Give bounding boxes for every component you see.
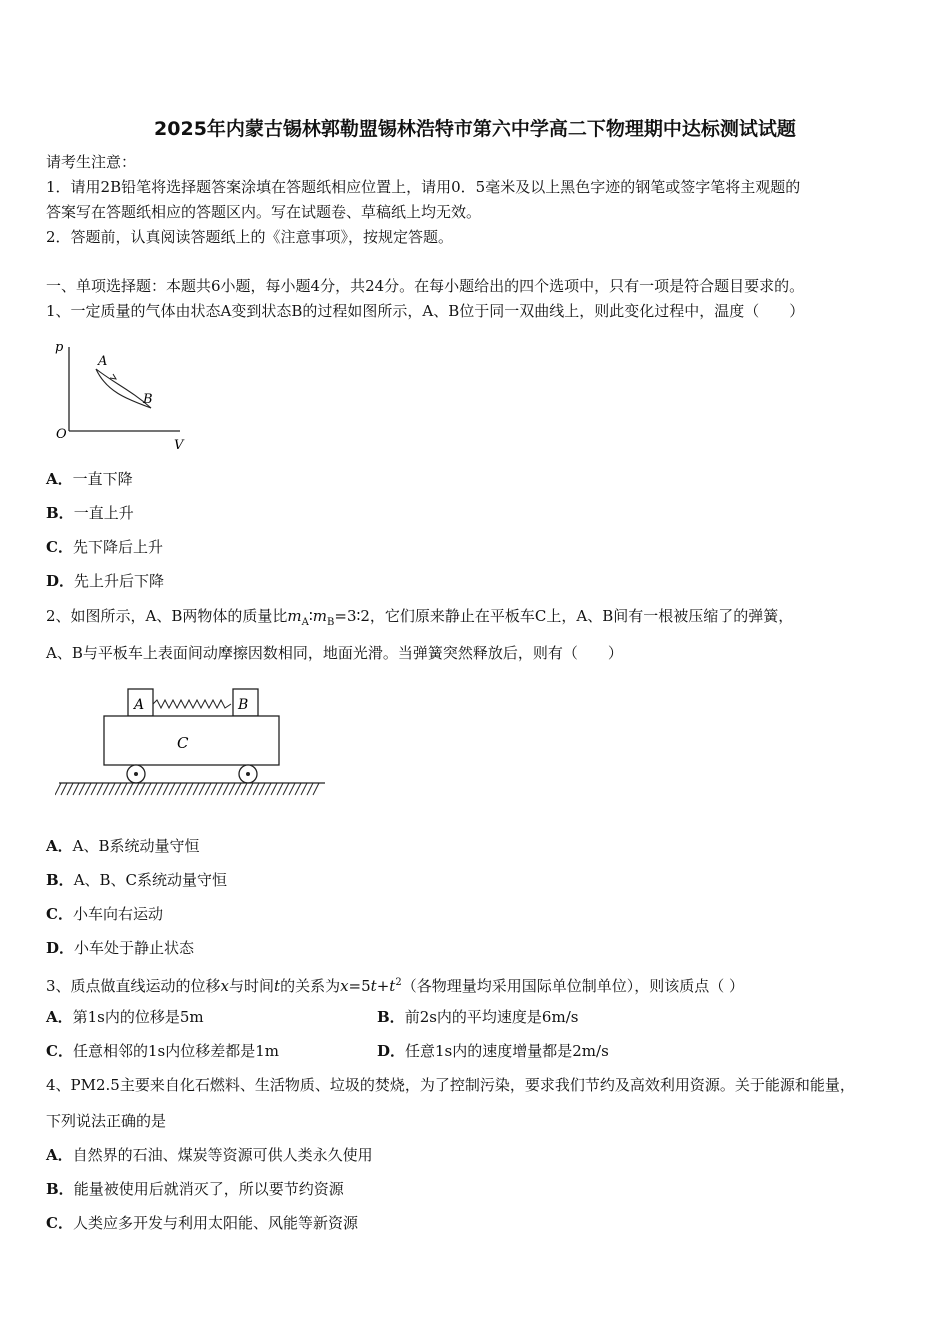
block-a-label: A [134, 697, 145, 713]
origin-label: O [56, 427, 67, 442]
section-heading: 一、单项选择题：本题共6小题，每小题4分，共24分。在每小题给出的四个选项中，只有一项是符合题目要求的。 [46, 277, 805, 295]
hatch-mark [235, 783, 241, 795]
hatch-mark [145, 783, 151, 795]
hatch-mark [91, 783, 97, 795]
hatch-mark [163, 783, 169, 795]
q1-option-d[interactable]: D．先上升后下降 [46, 572, 165, 590]
cart-spring-figure [55, 683, 330, 803]
hatch-mark [85, 783, 91, 795]
q2-option-a[interactable]: A．A、B系统动量守恒 [46, 837, 200, 855]
hatch-mark [205, 783, 211, 795]
spring [153, 700, 231, 708]
q2-option-b[interactable]: B．A、B、C系统动量守恒 [46, 871, 228, 889]
q1-option-c[interactable]: C．先下降后上升 [46, 538, 163, 556]
wheel-right-axle [246, 772, 250, 776]
hatch-mark [103, 783, 109, 795]
hatch-mark [271, 783, 277, 795]
hatch-mark [79, 783, 85, 795]
q3-option-c[interactable]: C．任意相邻的1s内位移差都是1m [46, 1042, 279, 1060]
hatch-mark [73, 783, 79, 795]
hatch-mark [115, 783, 121, 795]
ground-hatching [55, 783, 319, 795]
block-b-label: B [238, 697, 249, 713]
v-axis-label: V [174, 438, 184, 453]
q3-option-d[interactable]: D．任意1s内的速度增量都是2m/s [377, 1042, 609, 1060]
notice-heading: 请考生注意： [46, 153, 137, 171]
q2-stem-a: 2、如图所示，A、B两物体的质量比$m_A∶m_B=3∶2$，它们原来静止在平板车C上，A、B间有一根被压缩了的弹簧， [46, 607, 794, 628]
hatch-mark [301, 783, 307, 795]
hatch-mark [133, 783, 139, 795]
hatch-mark [67, 783, 73, 795]
hatch-mark [181, 783, 187, 795]
notice-item-2: 2．答题前，认真阅读答题纸上的《注意事项》，按规定答题。 [46, 228, 454, 246]
direction-arrow [110, 374, 116, 379]
q2-option-c[interactable]: C．小车向右运动 [46, 905, 163, 923]
hatch-mark [157, 783, 163, 795]
p-axis-label: p [55, 340, 64, 355]
q1-option-b[interactable]: B．一直上升 [46, 504, 134, 522]
hatch-mark [175, 783, 181, 795]
state-b-label: B [143, 392, 153, 407]
hatch-mark [313, 783, 319, 795]
q3-option-b[interactable]: B．前2s内的平均速度是6m/s [377, 1008, 579, 1026]
hatch-mark [127, 783, 133, 795]
q4-option-a[interactable]: A．自然界的石油、煤炭等资源可供人类永久使用 [46, 1146, 373, 1164]
hatch-mark [223, 783, 229, 795]
notice-item-1b: 答案写在答题纸相应的答题区内。写在试题卷、草稿纸上均无效。 [46, 203, 482, 221]
hatch-mark [295, 783, 301, 795]
hatch-mark [259, 783, 265, 795]
hatch-mark [193, 783, 199, 795]
q4-option-b[interactable]: B．能量被使用后就消灭了，所以要节约资源 [46, 1180, 344, 1198]
pv-graph-figure [50, 335, 190, 455]
notice-item-1a: 1．请用2B铅笔将选择题答案涂填在答题纸相应位置上，请用0．5毫米及以上黑色字迹的钢笔或签字笔将主观题的 [46, 178, 801, 196]
state-a-label: A [98, 354, 108, 369]
q1-option-a[interactable]: A．一直下降 [46, 470, 133, 488]
hatch-mark [217, 783, 223, 795]
hatch-mark [283, 783, 289, 795]
q3-option-a[interactable]: A．第1s内的位移是5m [46, 1008, 204, 1026]
hatch-mark [121, 783, 127, 795]
q2-option-d[interactable]: D．小车处于静止状态 [46, 939, 195, 957]
q2-stem-b: A、B与平板车上表面间动摩擦因数相同，地面光滑。当弹簧突然释放后，则有（ ） [46, 644, 623, 662]
q1-stem: 1、一定质量的气体由状态A变到状态B的过程如图所示，A、B位于同一双曲线上，则此变化过程中，温度（ ） [46, 302, 805, 320]
hatch-mark [289, 783, 295, 795]
hatch-mark [277, 783, 283, 795]
hatch-mark [265, 783, 271, 795]
hatch-mark [307, 783, 313, 795]
hatch-mark [169, 783, 175, 795]
hatch-mark [61, 783, 67, 795]
hatch-mark [241, 783, 247, 795]
hatch-mark [247, 783, 253, 795]
q4-stem-a: 4、PM2.5主要来自化石燃料、生活物质、垃圾的焚烧，为了控制污染，要求我们节约及高效利用资源。关于能源和能量， [46, 1076, 855, 1094]
hatch-mark [229, 783, 235, 795]
hatch-mark [151, 783, 157, 795]
cart-c-label: C [177, 734, 189, 752]
wheel-left-axle [134, 772, 138, 776]
page-title: 2025年内蒙古锡林郭勒盟锡林浩特市第六中学高二下物理期中达标测试试题 [154, 118, 796, 140]
hatch-mark [139, 783, 145, 795]
hatch-mark [211, 783, 217, 795]
hatch-mark [109, 783, 115, 795]
hatch-mark [199, 783, 205, 795]
q3-stem: 3、质点做直线运动的位移x与时间t的关系为$x=5t+t^2$（各物理量均采用国际单位制单位），则该质点（ ） [46, 977, 744, 995]
hatch-mark [97, 783, 103, 795]
hatch-mark [187, 783, 193, 795]
hatch-mark [253, 783, 259, 795]
q4-stem-b: 下列说法正确的是 [46, 1112, 167, 1130]
hatch-mark [55, 783, 61, 795]
cart-c [104, 716, 279, 765]
q4-option-c[interactable]: C．人类应多开发与利用太阳能、风能等新资源 [46, 1214, 358, 1232]
